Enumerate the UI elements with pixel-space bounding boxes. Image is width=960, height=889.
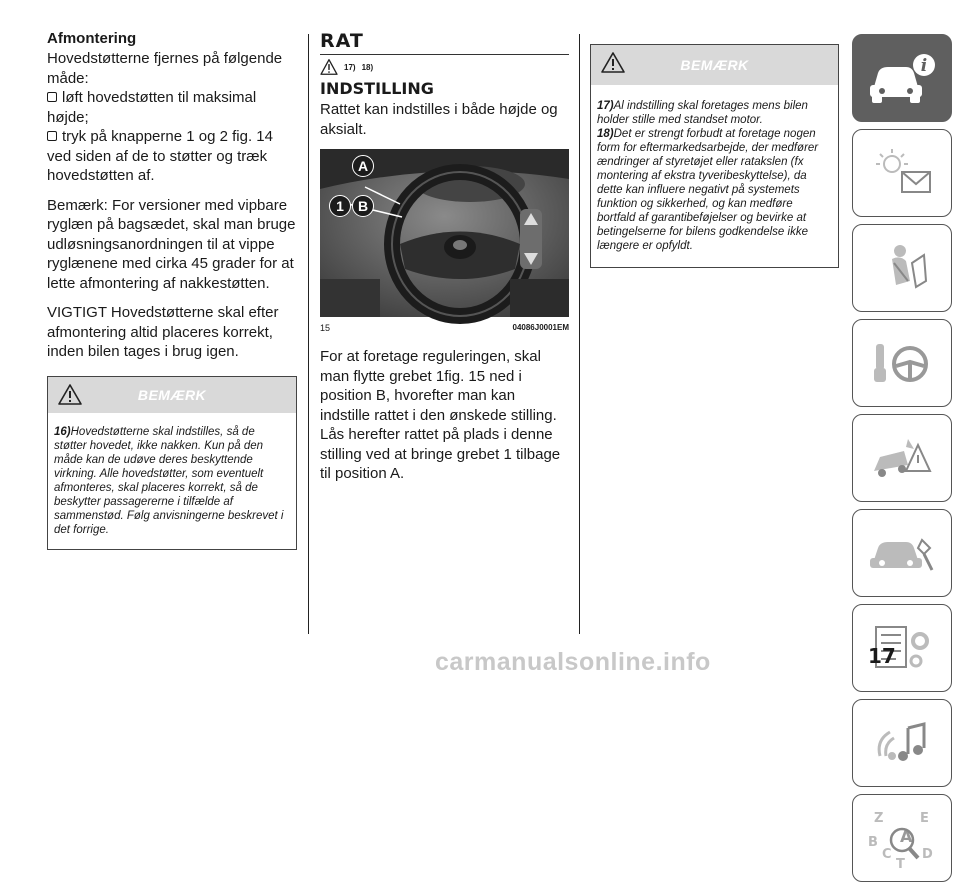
checkbox-bullet-icon: [47, 92, 57, 102]
note-text: Det er strengt forbudt at foretage nogen form for eftermarkedsarbejde, der medfører ændringer af styretøjet eller ratakslen (fx montering af ekstra tyveribeskyttelse), da dette kan influere negativt på systemets funktion og sikkerhed, og kan medføre bortfald af garantibeføjelser og bevirke at betingelserne for bilens godkendelse ikke længere er opfyldt.: [597, 128, 819, 252]
note-ref: 17): [597, 100, 614, 112]
intro-text: Hovedstøtterne fjernes på følgende måde:: [47, 50, 283, 87]
steering-wheel-photo: [320, 149, 569, 317]
column-divider: [308, 34, 309, 634]
figure-number: 15: [320, 323, 331, 333]
note-references: [320, 59, 569, 75]
warning-icon: [601, 51, 625, 75]
note-title: BEMÆRK: [680, 57, 749, 73]
note-header: [48, 377, 296, 413]
index-letter: C: [882, 847, 892, 862]
left-column: [47, 30, 297, 550]
bullet-item-2: [47, 127, 297, 186]
tab-maintenance[interactable]: [852, 509, 952, 597]
note-text: Hovedstøtterne skal indstilles, så de støtter hovedet, ikke nakken. Kun på den måde kan de udøve deres beskyttende virkning. Alle hovedstøtter, som eventuelt afmonteres, skal placeres korrekt, så de beskytter passagererne i tilfælde af sammenstød. Følg anvisningerne beskrevet i det forrige.: [54, 425, 284, 536]
car-info-icon: [866, 51, 938, 105]
tab-index[interactable]: [852, 794, 952, 882]
index-icon: [866, 806, 938, 870]
label-b: [352, 195, 374, 217]
bullet-text: tryk på knapperne 1 og 2 fig. 14 ved siden af de to støtter og træk hovedstøtten af.: [47, 128, 273, 184]
accident-icon: [866, 431, 938, 485]
column-divider: [579, 34, 580, 634]
note-box: [47, 376, 297, 550]
chapter-sidebar: [852, 34, 952, 889]
note-body: [48, 413, 296, 549]
intro-text: Rattet kan indstilles i både højde og aksialt.: [320, 101, 558, 138]
index-letter: D: [922, 847, 933, 862]
procedure-text: For at foretage reguleringen, skal man flytte grebet 1fig. 15 ned i position B, hvorefter man kan indstille rattet i den ønskede stilling. Lås herefter rattet på plads i denne stilling ved at bringe grebet 1 tilbage til position A.: [320, 348, 561, 482]
note-ref: 18): [597, 128, 614, 140]
subsection-title: INDSTILLING: [320, 79, 434, 98]
label-a-text: A: [357, 158, 369, 174]
lights-message-icon: [866, 146, 938, 200]
label-b-text: B: [357, 198, 369, 214]
section-heading: Afmontering: [47, 30, 137, 47]
label-1: [329, 195, 351, 217]
note-paragraph: Bemærk: For versioner med vipbare ryglæn på bagsædet, skal man bruge udløsningsanordningen til at vippe ryglænene med cirka 45 grader for at lette afmontering af nakkestøtten.: [47, 196, 296, 292]
middle-column: [320, 30, 569, 494]
index-letter: Z: [874, 811, 884, 826]
car-service-icon: [866, 526, 938, 580]
note-header: [591, 45, 838, 85]
page-number: 17: [868, 644, 896, 668]
tab-multimedia[interactable]: [852, 699, 952, 787]
warning-icon: [58, 383, 82, 407]
figure-code: 04086J0001EM: [512, 323, 569, 332]
watermark: carmanualsonline.info: [435, 648, 711, 676]
important-paragraph: VIGTIGT Hovedstøtterne skal efter afmontering altid placeres korrekt, inden bilen tages i brug igen.: [47, 304, 279, 360]
multimedia-icon: [866, 716, 938, 770]
ref-17: 17): [344, 62, 356, 72]
warning-icon: [320, 59, 338, 75]
note-title: BEMÆRK: [137, 386, 207, 403]
svg-text:i: i: [920, 56, 928, 76]
note-body: [591, 85, 838, 267]
index-letter: T: [896, 857, 905, 872]
tab-car-info[interactable]: [852, 34, 952, 122]
section-title: RAT: [320, 30, 569, 55]
note-item: [597, 99, 832, 127]
note-box: [590, 44, 839, 268]
tab-emergency[interactable]: [852, 414, 952, 502]
index-letter: E: [920, 811, 929, 826]
tab-safety[interactable]: [852, 224, 952, 312]
label-1-text: 1: [336, 198, 344, 214]
note-item: [597, 127, 832, 253]
key-steering-icon: [866, 336, 938, 390]
right-column: [590, 44, 839, 268]
tab-starting-driving[interactable]: [852, 319, 952, 407]
index-letter: B: [868, 835, 878, 850]
bullet-item-1: [47, 88, 297, 127]
ref-18: 18): [361, 62, 374, 72]
tab-lights-messages[interactable]: [852, 129, 952, 217]
figure-caption: [320, 323, 569, 333]
note-ref: 16): [54, 425, 71, 438]
note-text: Al indstilling skal foretages mens bilen holder stille med standset motor.: [597, 100, 808, 126]
bullet-text: løft hovedstøtten til maksimal højde;: [47, 89, 257, 126]
seat-safety-icon: [866, 241, 938, 295]
label-a: [352, 155, 374, 177]
tab-technical-data[interactable]: [852, 604, 952, 692]
index-letter: A: [900, 827, 913, 846]
checkbox-bullet-icon: [47, 131, 57, 141]
